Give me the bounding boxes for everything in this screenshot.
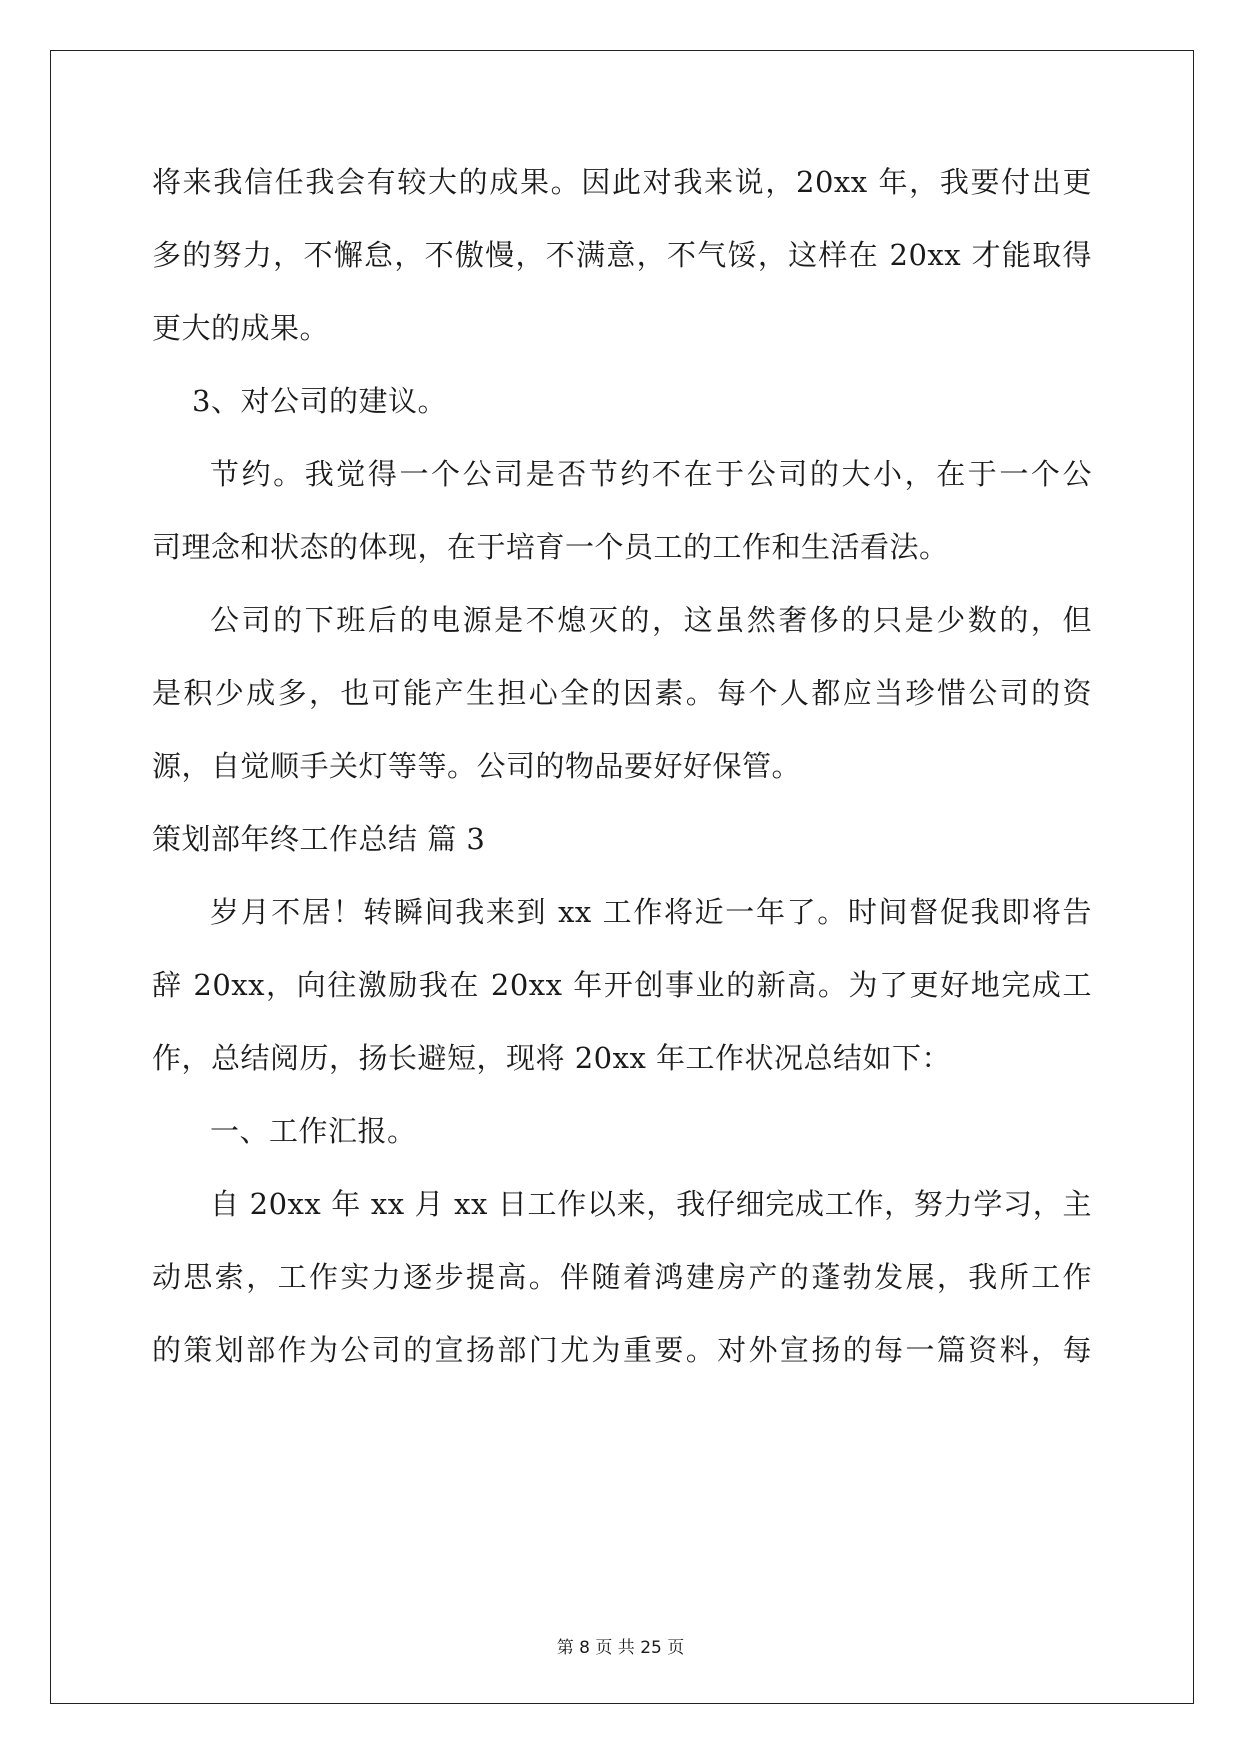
text-line: 源，自觉顺手关灯等等。公司的物品要好好保管。 bbox=[152, 749, 802, 783]
text-line: 作，总结阅历，扬长避短，现将 20xx 年工作状况总结如下： bbox=[152, 1041, 952, 1075]
page-number: 第 8 页 共 25 页 bbox=[556, 1638, 685, 1658]
text-line: 岁月不居！转瞬间我来到 xx 工作将近一年了。时间督促我即将告 bbox=[210, 895, 1092, 929]
text-line: 动思索，工作实力逐步提高。伴随着鸿建房产的蓬勃发展，我所工作 bbox=[152, 1260, 1092, 1294]
text-line: 的策划部作为公司的宣扬部门尤为重要。对外宣扬的每一篇资料，每 bbox=[152, 1333, 1092, 1367]
text-line: 是积少成多，也可能产生担心全的因素。每个人都应当珍惜公司的资 bbox=[152, 676, 1092, 710]
text-line: 将来我信任我会有较大的成果。因此对我来说，20xx 年，我要付出更 bbox=[152, 165, 1092, 199]
text-line: 司理念和状态的体现，在于培育一个员工的工作和生活看法。 bbox=[152, 530, 949, 564]
text-line: 多的努力，不懈怠，不傲慢，不满意，不气馁，这样在 20xx 才能取得 bbox=[152, 238, 1092, 272]
text-line: 节约。我觉得一个公司是否节约不在于公司的大小，在于一个公 bbox=[210, 457, 1092, 491]
section-heading: 3、对公司的建议。 bbox=[192, 384, 447, 418]
section-heading: 一、工作汇报。 bbox=[210, 1114, 417, 1148]
text-line: 辞 20xx，向往激励我在 20xx 年开创事业的新高。为了更好地完成工 bbox=[152, 968, 1092, 1002]
text-line: 自 20xx 年 xx 月 xx 日工作以来，我仔细完成工作，努力学习，主 bbox=[210, 1187, 1092, 1221]
text-line: 公司的下班后的电源是不熄灭的，这虽然奢侈的只是少数的，但 bbox=[210, 603, 1092, 637]
article-heading: 策划部年终工作总结 篇 3 bbox=[152, 822, 486, 856]
page-border bbox=[50, 50, 1194, 1704]
text-line: 更大的成果。 bbox=[152, 311, 330, 345]
